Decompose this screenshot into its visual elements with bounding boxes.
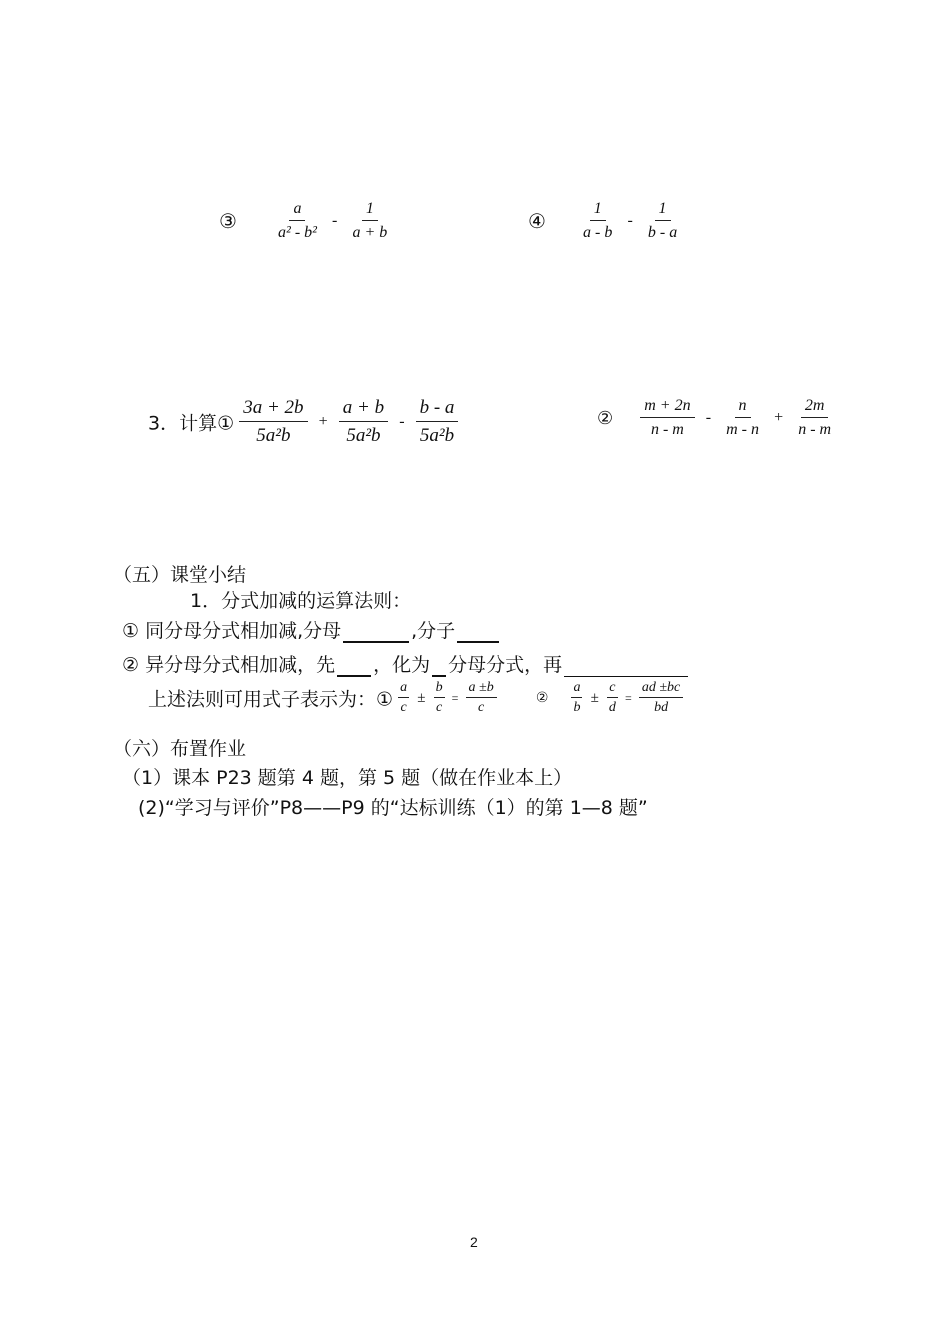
operator: ± xyxy=(590,689,599,706)
denominator: a - b xyxy=(583,224,613,241)
numerator: 2m xyxy=(801,397,829,418)
blank-type xyxy=(432,657,446,677)
formula-b-frac-2 xyxy=(607,680,618,716)
calc-label: 3．计算① xyxy=(148,412,235,435)
equals: = xyxy=(451,690,459,705)
denominator: 5a²b xyxy=(256,425,291,446)
problem-3 xyxy=(213,200,391,242)
fraction-c2 xyxy=(339,397,388,447)
blank-then xyxy=(564,658,688,677)
denominator: c xyxy=(400,700,407,715)
formula-a-frac-2 xyxy=(434,680,445,716)
denominator: b xyxy=(573,700,581,715)
operator: - xyxy=(705,409,712,426)
fraction-4-2 xyxy=(644,200,681,242)
denominator: a² - b² xyxy=(278,224,317,241)
numerator: 3a + 2b xyxy=(239,397,307,422)
line2-text-a: ② 异分母分式相加减，先 xyxy=(122,654,336,676)
fraction-4-1 xyxy=(579,200,616,242)
numerator: 1 xyxy=(655,200,671,221)
numerator: a xyxy=(289,200,305,221)
fraction-c1 xyxy=(239,397,307,447)
homework-item-2: (2)“学习与评价”P8——P9 的“达标训练（1）的第 1—8 题” xyxy=(138,797,648,819)
fraction-g1 xyxy=(640,397,694,439)
circle-2: ② xyxy=(535,690,549,706)
numerator: b xyxy=(434,680,445,698)
numerator: n xyxy=(735,397,751,418)
circle-2: ② xyxy=(597,407,614,429)
circle-4: ④ xyxy=(528,209,546,233)
line2-text-b: ，化为 xyxy=(373,654,431,676)
homework-heading: （六）布置作业 xyxy=(113,738,247,760)
line1-text-b: ,分子 xyxy=(411,620,456,642)
line2-text-c: 分母分式，再 xyxy=(448,654,563,676)
denominator: m - n xyxy=(726,421,759,438)
calc-problem-2 xyxy=(591,397,835,439)
operator: ± xyxy=(417,689,426,706)
denominator: 5a²b xyxy=(346,425,381,446)
numerator: a xyxy=(571,680,582,698)
formula-a-frac-3 xyxy=(466,680,497,716)
numerator: 1 xyxy=(362,200,378,221)
circle-3: ③ xyxy=(219,209,237,233)
numerator: m + 2n xyxy=(640,397,694,418)
operator: + xyxy=(774,409,784,426)
denominator: 5a²b xyxy=(419,425,455,446)
denominator: d xyxy=(608,700,616,715)
formula-label: 上述法则可用式子表示为：① xyxy=(148,688,394,711)
line1-text-a: ① 同分母分式相加减,分母 xyxy=(122,620,342,642)
denominator: n - m xyxy=(798,421,832,438)
blank-first-step xyxy=(337,657,371,677)
denominator: b - a xyxy=(647,224,678,241)
fraction-3-1 xyxy=(274,200,321,242)
fraction-3-2 xyxy=(348,200,391,242)
formula-a-frac-1 xyxy=(398,680,409,716)
numerator: 1 xyxy=(590,200,606,221)
blank-numerator xyxy=(457,623,499,643)
fraction-g3 xyxy=(794,397,835,439)
problem-4 xyxy=(522,200,681,242)
page-number: 2 xyxy=(470,1234,478,1250)
denominator: n - m xyxy=(650,421,684,438)
denominator: c xyxy=(435,700,443,715)
operator: - xyxy=(627,212,633,229)
numerator: a xyxy=(398,680,409,698)
operator: - xyxy=(332,212,338,229)
denominator: bd xyxy=(654,700,669,715)
summary-item-1: 1．分式加减的运算法则： xyxy=(190,590,412,612)
numerator: c xyxy=(607,680,617,698)
numerator: b - a xyxy=(416,397,459,422)
numerator: a + b xyxy=(339,397,388,422)
operator: + xyxy=(318,413,328,430)
summary-line-1 xyxy=(122,616,501,643)
denominator: c xyxy=(478,700,485,715)
summary-formulas xyxy=(148,680,683,716)
calc-problem-1 xyxy=(148,397,458,447)
formula-b-frac-1 xyxy=(571,680,582,716)
fraction-g2 xyxy=(722,397,763,439)
blank-denominator xyxy=(343,623,409,643)
equals: = xyxy=(624,690,632,705)
operator: - xyxy=(399,413,405,430)
numerator: a ±b xyxy=(466,680,497,698)
formula-b-frac-3 xyxy=(639,680,683,716)
fraction-c3 xyxy=(416,397,459,447)
summary-line-2 xyxy=(122,650,690,677)
homework-item-1: （1）课本 P23 题第 4 题，第 5 题（做在作业本上） xyxy=(122,767,573,789)
summary-heading: （五）课堂小结 xyxy=(113,564,247,586)
numerator: ad ±bc xyxy=(639,680,683,698)
denominator: a + b xyxy=(352,224,388,241)
